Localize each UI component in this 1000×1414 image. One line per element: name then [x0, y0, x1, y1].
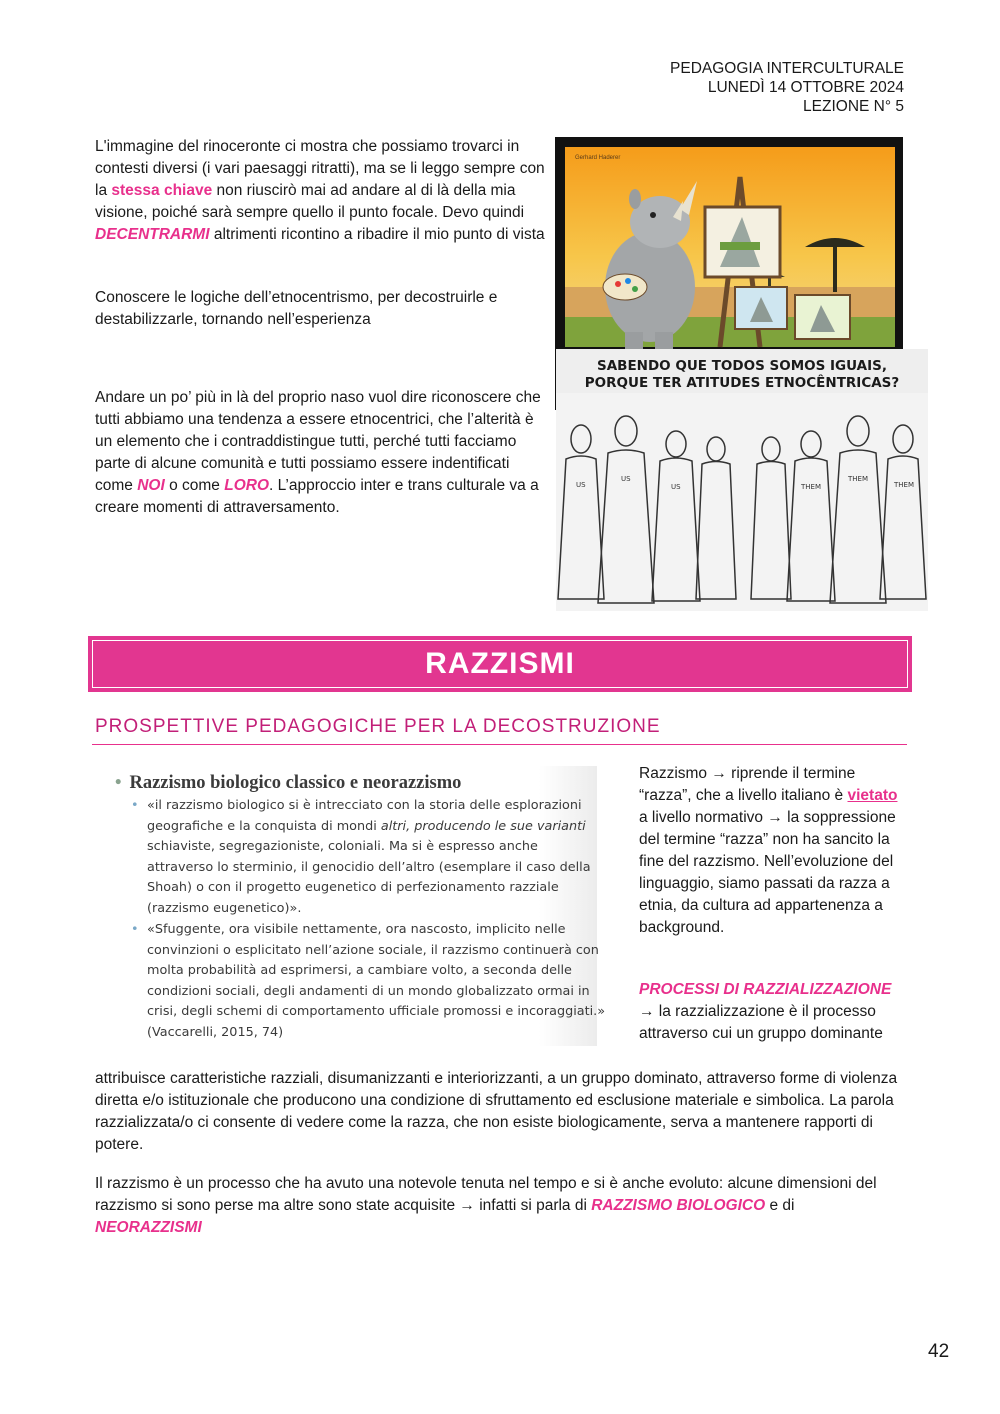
highlight-stessa-chiave: stessa chiave [111, 182, 213, 199]
slide-bullet-2: • «Sfuggente, ora visibile nettamente, ora nascosto, implicito nelle convinzioni o esplicitato nell’azione sociale, il razzismo continuerà con molta probabilità ad esprimersi, a cambiare volto, a seconda delle condizioni sociali, degli andamenti di un mondo globalizzato ormai in crisi, degli schemi di comportamento ufficiale promossi e incoraggiati.» (Vaccarelli, 2015, 74) [131, 922, 606, 1040]
section-title: RAZZISMI [425, 647, 575, 680]
label-them-1: THEM [801, 483, 822, 491]
highlight-processi-di-razzializzazione: PROCESSI DI RAZZIALIZZAZIONE [639, 981, 892, 998]
intro-paragraph-2: Conoscere le logiche dell’etnocentrismo, per decostruirle e destabilizzarle, tornando nell’esperienza [95, 289, 498, 328]
highlight-decentrarmi: DECENTRARMI [95, 226, 210, 243]
bullet-icon: • [131, 798, 139, 813]
bullet-icon: • [115, 773, 122, 793]
subsection-heading: PROSPETTIVE PEDAGOGICHE PER LA DECOSTRUZIONE [95, 716, 661, 737]
cartoon-caption-line-2: PORQUE TER ATITUDES ETNOCÊNTRICAS? [584, 375, 900, 391]
slide-excerpt [111, 766, 606, 1046]
highlight-razzismo-biologico: RAZZISMO BIOLOGICO [591, 1197, 766, 1214]
label-us-2: US [621, 475, 631, 483]
lesson-number: LEZIONE N° 5 [803, 98, 904, 115]
highlight-noi: NOI [137, 477, 165, 494]
final-paragraph: Il razzismo è un processo che ha avuto una notevole tenuta nel tempo e si è anche evoluto: alcune dimensioni del razzismo si sono perse ma altre sono state acquisite → infatti si parla di RAZZISMO BIOLOGICO e di NEORAZZISMI [95, 1175, 877, 1236]
lesson-date: LUNEDÌ 14 OTTOBRE 2024 [707, 79, 904, 96]
artist-signature: Gerhard Haderer [575, 155, 621, 161]
page-header [670, 59, 904, 116]
razzismo-paragraph: Razzismo → riprende il termine “razza”, che a livello italiano è vietato a livello normativo → la soppressione del termine “razza” non ha sancito la fine del razzismo. Nell’evoluzione del linguaggio, siamo passati da razza a etnia, da cultura ad appartenenza a background. [639, 765, 898, 936]
highlight-vietato: vietato [847, 787, 898, 804]
label-us-3: US [671, 483, 681, 491]
label-them-2: THEM [848, 475, 869, 483]
razzializzazione-continuation: attribuisce caratteristiche razziali, disumanizzanti e interiorizzanti, a un gruppo dominato, attraverso forme di violenza diretta e/o istituzionale che producono una condizione di sfruttamento ed esclusione materiale e simbolica. La parola razzializzata/o ci consente di vedere come la razza, che non esiste biologicamente, serva a mantenere rapporti di potere. [95, 1070, 898, 1153]
highlight-neorazzismi: NEORAZZISMI [95, 1219, 202, 1236]
intro-paragraph-1: L'immagine del rinoceronte ci mostra che possiamo trovarci in contesti diversi (i vari paesaggi ritratti), ma se li leggo sempre con la stessa chiave non riuscirò mai ad andare al di là della mia visione, poiché sarà sempre quello il punto focale. Devo quindi DECENTRARMI altrimenti ricontino a ribadire il mio punto di vista [95, 138, 545, 243]
course-title: PEDAGOGIA INTERCULTURALE [670, 60, 904, 77]
label-them-3: THEM [894, 481, 915, 489]
page-number: 42 [928, 1341, 950, 1362]
intro-paragraph-3: Andare un po’ più in là del proprio naso vuol dire riconoscere che tutti abbiamo una tendenza a essere etnocentrici, che l’alterità è un elemento che i contraddistingue tutti, perché tutti facciamo parte di alcune comunità e tutti possiamo essere indentificati come NOI o come LORO. L’approccio inter e trans culturale va a creare momenti di attraversamento. [95, 389, 541, 516]
ethnocentrism-cartoon [556, 349, 928, 611]
cartoon-caption-line-1: SABENDO QUE TODOS SOMOS IGUAIS, [596, 358, 888, 374]
bullet-icon: • [131, 922, 139, 937]
razzializzazione-paragraph: PROCESSI DI RAZZIALIZZAZIONE → la razzializzazione è il processo attraverso cui un gruppo dominante [639, 981, 892, 1042]
heading-divider [92, 744, 907, 745]
slide-title: • Razzismo biologico classico e neorazzismo [115, 773, 462, 793]
label-us-1: US [576, 481, 586, 489]
section-banner [88, 636, 912, 692]
slide-bullet-1: • «il razzismo biologico si è intrecciato con la storia delle esplorazioni geografiche e la conquista di mondi altri, producendo le sue varianti schiaviste, segregazioniste, coloniali. Ma si è espresso anche attraverso lo sterminio, il genocidio dell’altro (esemplare il caso della Shoah) o con il progetto eugenetico di perfezionamento razziale (razzismo eugenetico)». [131, 798, 591, 916]
highlight-loro: LORO [224, 477, 270, 494]
